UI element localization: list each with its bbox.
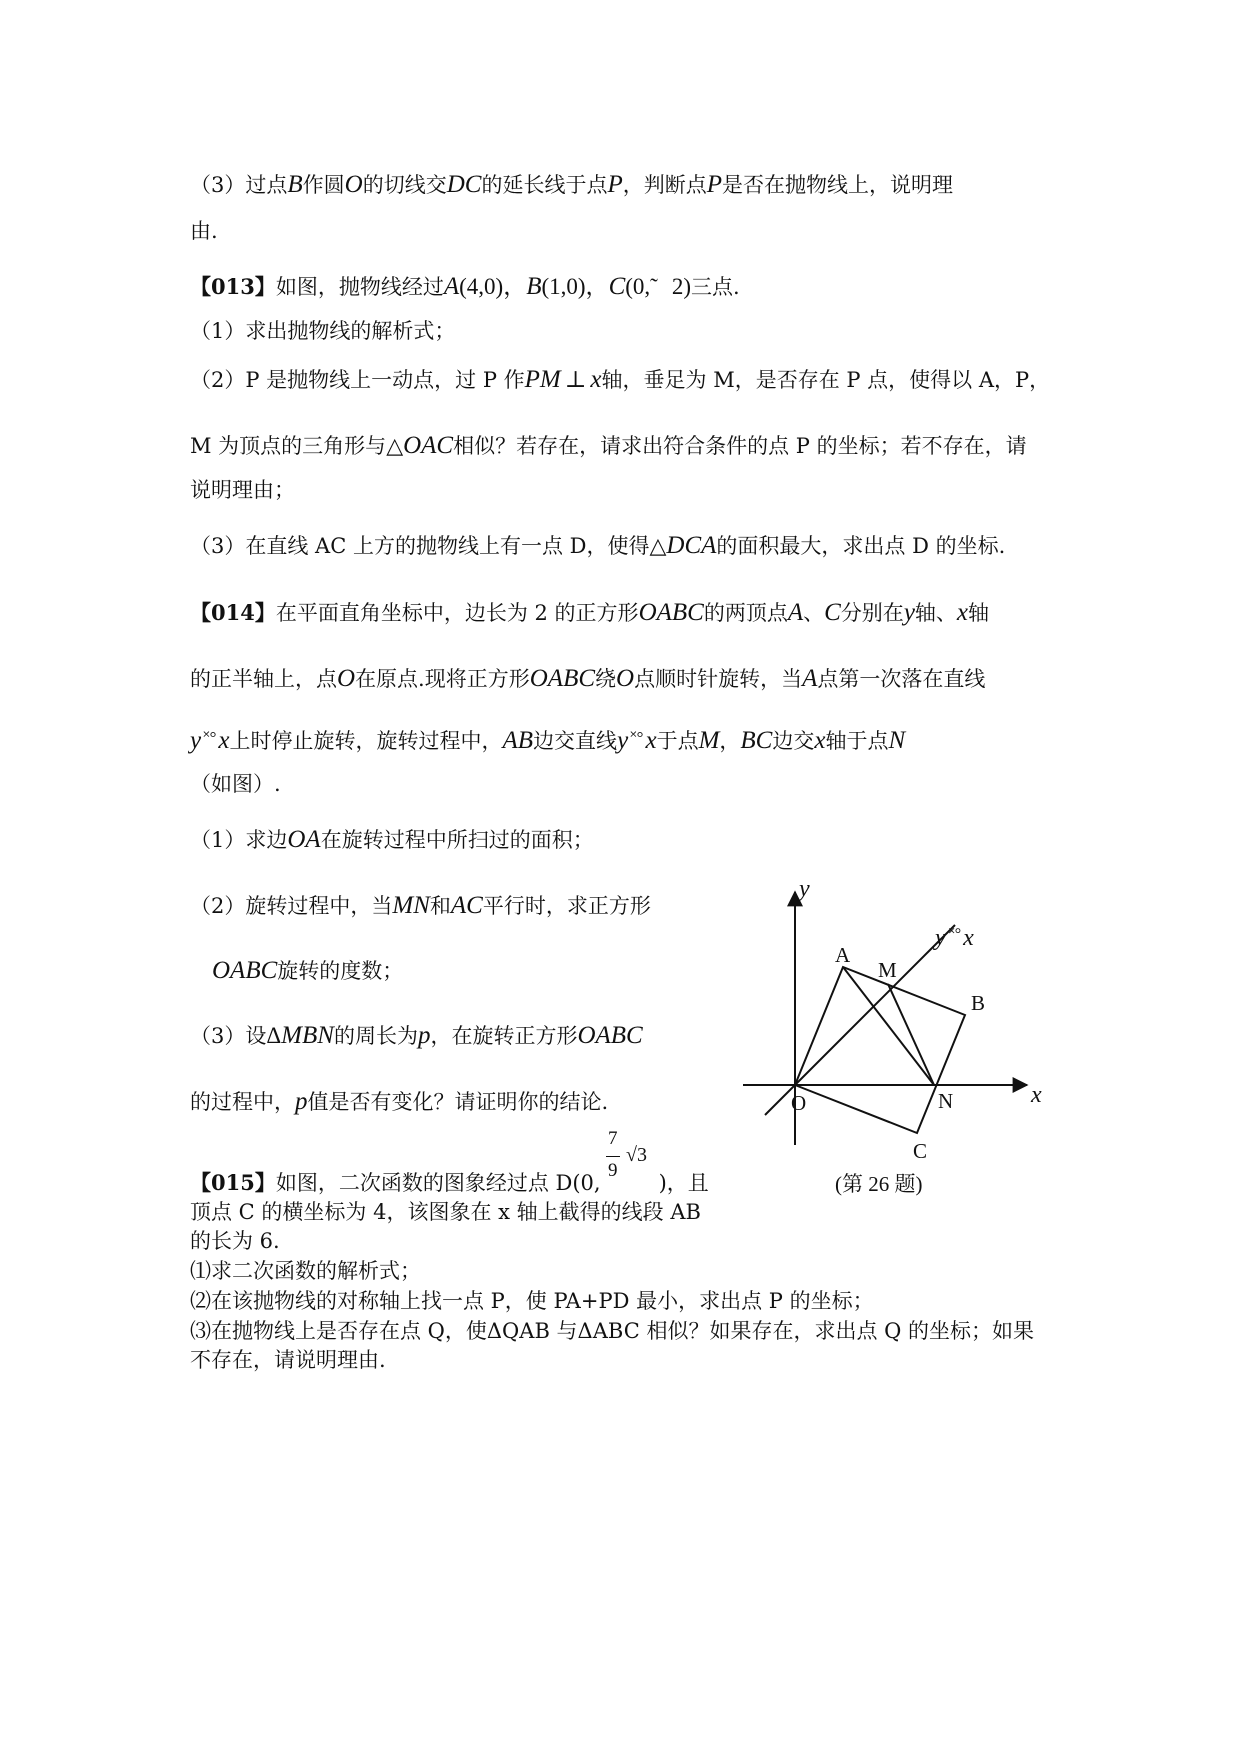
- q14-intro-line3: y ˟°x上时停止旋转，旋转过程中，AB边交直线y ˟°x于点M，BC边交x轴于点N: [190, 727, 906, 754]
- q14-part2-line2: OABC旋转的度数；: [212, 957, 404, 984]
- q14-intro-line4: （如图）.: [190, 772, 281, 796]
- q14-intro-line1: 【014】在平面直角坐标中，边长为 2 的正方形OABC的两顶点A、C分别在y轴、x轴: [190, 599, 990, 626]
- q13-part1: （1）求出抛物线的解析式；: [190, 319, 456, 343]
- q14-part3-line1: （3）设ΔMBN的周长为p，在旋转正方形OABC: [190, 1022, 643, 1049]
- q14-part2-line1: （2）旋转过程中，当MN和AC平行时，求正方形: [190, 892, 651, 919]
- q14-part1: （1）求边OA在旋转过程中所扫过的面积；: [190, 826, 594, 853]
- q15-frac-den: 9: [608, 1160, 618, 1181]
- q13-part2-line3: 说明理由；: [190, 478, 295, 502]
- q14-figure: [735, 870, 1065, 1200]
- q13-intro: 【013】如图，抛物线经过A(4,0)，B(1,0)，C(0,˜ 2)三点.: [190, 273, 740, 300]
- fig-point-c: C: [913, 1139, 928, 1163]
- fig-point-n: N: [938, 1089, 954, 1113]
- q12-part3-line1: （3）过点B作圆O的切线交DC的延长线于点P，判断点P是否在抛物线上，说明理: [190, 171, 954, 198]
- q15-frac-bar: [606, 1156, 620, 1157]
- q13-label: 【013】: [190, 274, 276, 299]
- q14-part3-line2: 的过程中，p值是否有变化？请证明你的结论.: [190, 1088, 609, 1115]
- q14-intro-line2: 的正半轴上，点O在原点.现将正方形OABC绕O点顺时针旋转，当A点第一次落在直线: [190, 665, 986, 692]
- diagonal-line: [765, 925, 955, 1115]
- q15-line3: 的长为 6.: [190, 1229, 280, 1253]
- q13-part2-line1: （2）P 是抛物线上一动点，过 P 作PM ⊥ x轴，垂足为 M，是否存在 P 点，使得以 A，P，: [190, 366, 1051, 393]
- q13-part3: （3）在直线 AC 上方的抛物线上有一点 D，使得△DCA的面积最大，求出点 D 的坐标.: [190, 532, 1006, 559]
- q15-label: 【015】: [190, 1170, 276, 1195]
- q14-label: 【014】: [190, 600, 276, 625]
- q15-line1: 【015】如图，二次函数的图象经过点 D(0, )，且: [190, 1170, 709, 1195]
- q15-frac-num: 7: [608, 1128, 618, 1149]
- fig-point-o: O: [791, 1091, 807, 1115]
- fig-point-a: A: [835, 943, 851, 967]
- q15-line2: 顶点 C 的横坐标为 4，该图象在 x 轴上截得的线段 AB: [190, 1200, 701, 1224]
- q12-part3-line2: 由.: [190, 219, 218, 243]
- fig-axis-x-label: x: [1031, 1082, 1042, 1108]
- q15-part3: ⑶在抛物线上是否存在点 Q，使ΔQAB 与ΔABC 相似？如果存在，求出点 Q 的坐标；如果: [190, 1319, 1035, 1343]
- q13-part2-line2: M 为顶点的三角形与△OAC相似？若存在，请求出符合条件的点 P 的坐标；若不存在，请: [190, 432, 1027, 459]
- fig-point-b: B: [971, 991, 986, 1015]
- fig-axis-y-label: y: [799, 876, 810, 902]
- q15-part4: 不存在，请说明理由.: [190, 1348, 386, 1372]
- q15-part1: ⑴求二次函数的解析式；: [190, 1259, 421, 1283]
- fig-caption: (第 26 题): [835, 1172, 923, 1196]
- q15-sqrt3: √3: [626, 1144, 647, 1166]
- fig-point-m: M: [878, 958, 897, 982]
- fig-line-label: y ˟°x: [935, 925, 974, 951]
- q15-part2: ⑵在该抛物线的对称轴上找一点 P，使 PA+PD 最小，求出点 P 的坐标；: [190, 1289, 874, 1313]
